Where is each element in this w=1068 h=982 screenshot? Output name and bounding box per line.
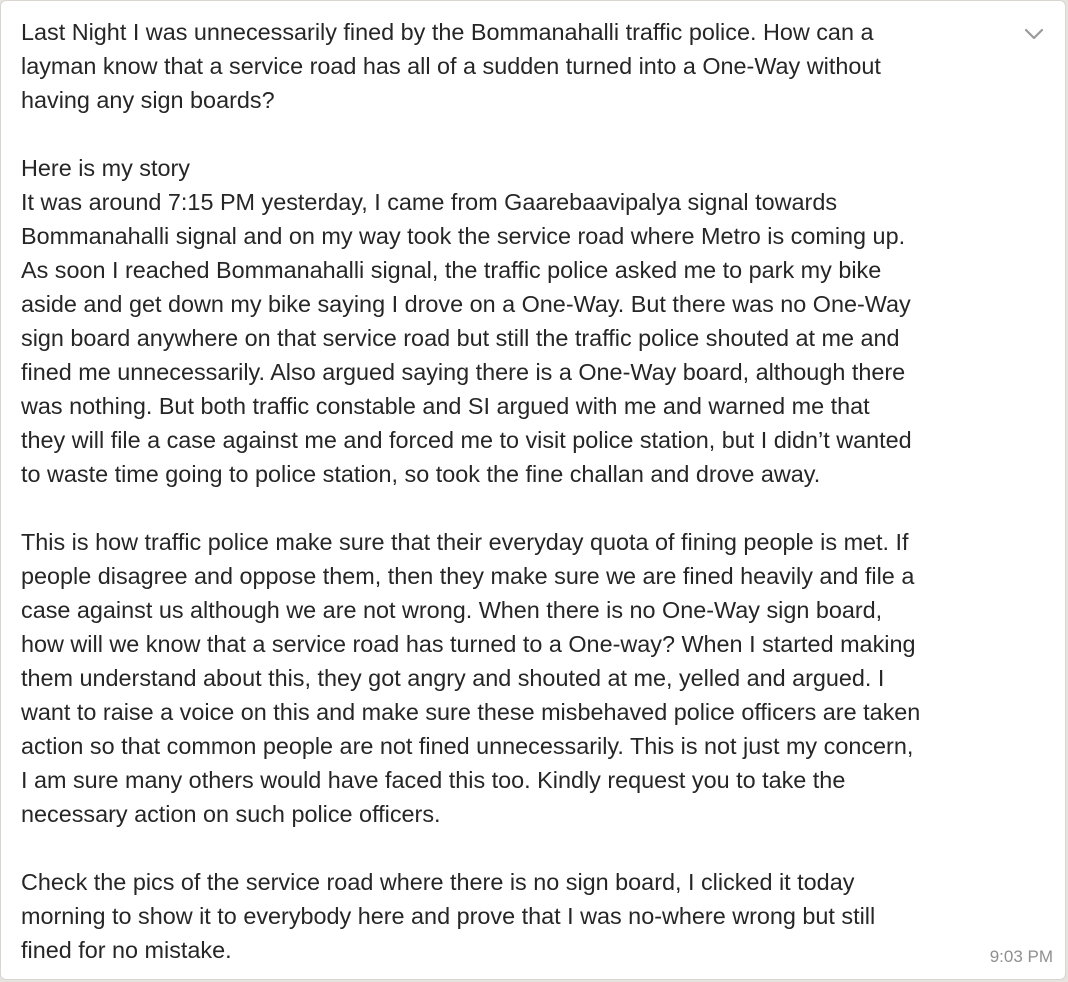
message-line: having any sign boards?: [21, 87, 275, 113]
message-line: This is how traffic police make sure that their everyday quota of fining people is met. If: [21, 529, 909, 555]
message-line: Bommanahalli signal and on my way took the service road where Metro is coming up.: [21, 223, 906, 249]
message-paragraph: [21, 525, 1051, 831]
message-line: fined for no mistake.: [21, 937, 232, 963]
message-line: to waste time going to police station, so took the fine challan and drove away.: [21, 461, 821, 487]
message-line: I am sure many others would have faced this too. Kindly request you to take the: [21, 767, 846, 793]
message-line: It was around 7:15 PM yesterday, I came from Gaarebaavipalya signal towards: [21, 189, 838, 215]
message-line: people disagree and oppose them, then they make sure we are fined heavily and file a: [21, 563, 915, 589]
message-paragraph: [21, 151, 1051, 491]
message-line: As soon I reached Bommanahalli signal, the traffic police asked me to park my bike: [21, 257, 882, 283]
message-line: necessary action on such police officers.: [21, 801, 441, 827]
message-line: case against us although we are not wrong. When there is no One-Way sign board,: [21, 597, 883, 623]
message-line: aside and get down my bike saying I drove on a One-Way. But there was no One-Way: [21, 291, 911, 317]
message-menu-button[interactable]: [1007, 15, 1051, 53]
message-line: Check the pics of the service road where there is no sign board, I clicked it today: [21, 869, 855, 895]
message-line: Last Night I was unnecessarily fined by the Bommanahalli traffic police. How can a: [21, 19, 874, 45]
message-line: they will file a case against me and forced me to visit police station, but I didn’t wanted: [21, 427, 912, 453]
message-line: action so that common people are not fined unnecessarily. This is not just my concern,: [21, 733, 914, 759]
message-timestamp: 9:03 PM: [989, 947, 1053, 966]
chevron-down-icon: [1023, 27, 1045, 41]
message-line: was nothing. But both traffic constable and SI argued with me and warned me that: [21, 393, 870, 419]
message-line: how will we know that a service road has turned to a One-way? When I started making: [21, 631, 916, 657]
message-line: fined me unnecessarily. Also argued saying there is a One-Way board, although there: [21, 359, 906, 385]
message-line: want to raise a voice on this and make sure these misbehaved police officers are taken: [21, 699, 921, 725]
message-line: Here is my story: [21, 155, 190, 181]
message-line: them understand about this, they got angry and shouted at me, yelled and argued. I: [21, 665, 885, 691]
message-paragraph: [21, 865, 1051, 967]
message-line: sign board anywhere on that service road but still the traffic police shouted at me and: [21, 325, 900, 351]
message-text: [21, 15, 1051, 967]
message-line: layman know that a service road has all of a sudden turned into a One-Way without: [21, 53, 881, 79]
message-paragraph: [21, 15, 1051, 117]
message-line: morning to show it to everybody here and prove that I was no-where wrong but still: [21, 903, 876, 929]
